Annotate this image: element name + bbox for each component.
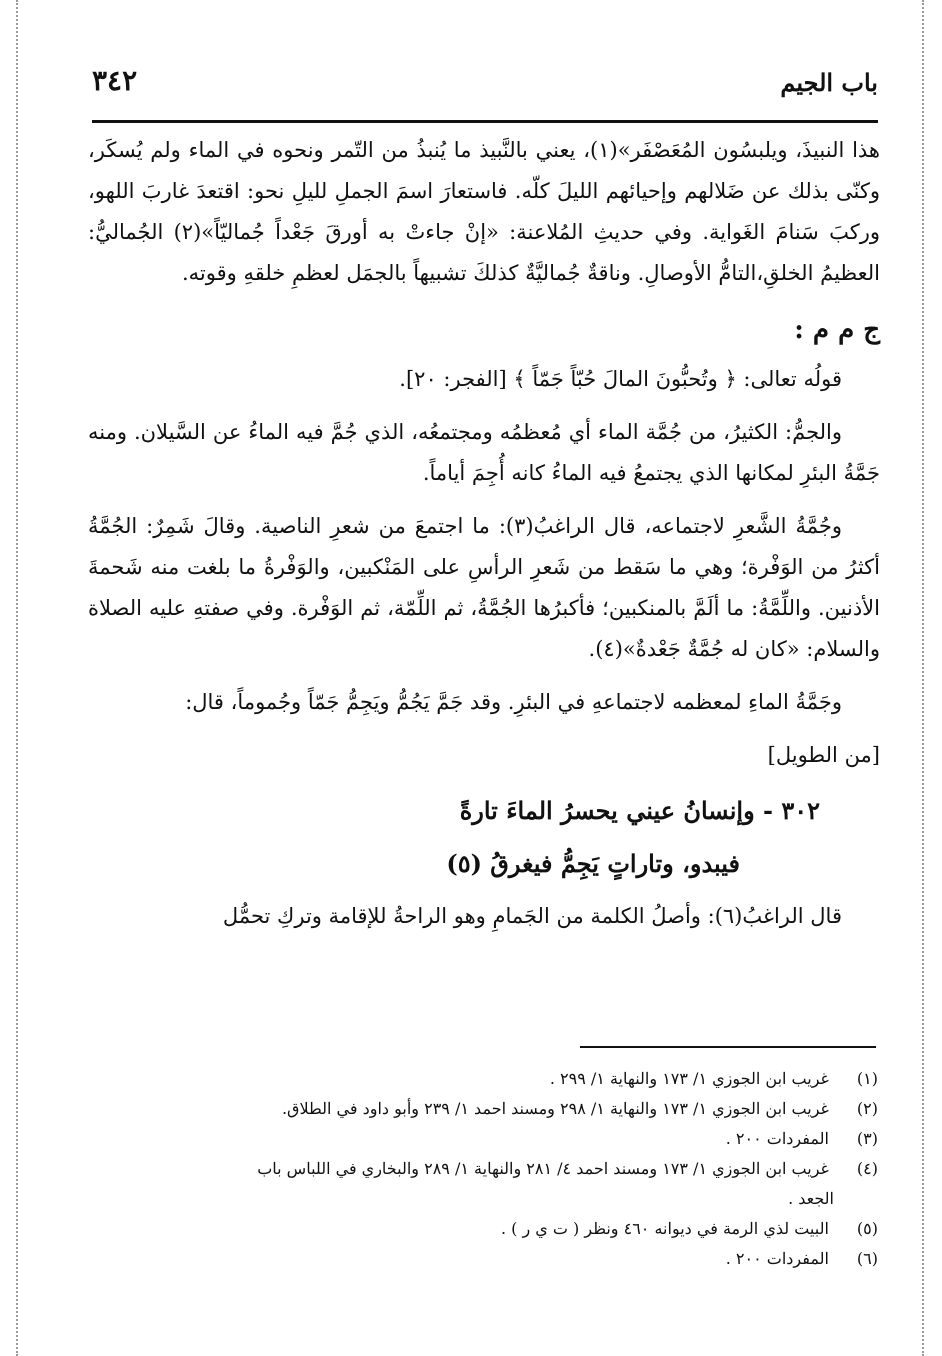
footnote-text: المفردات ٢٠٠ .: [725, 1249, 829, 1268]
footnote-text: غريب ابن الجوزي ١/ ١٧٣ ومسند احمد ٤/ ٢٨١ والنهاية ١/ ٢٨٩ والبخاري في اللباس باب: [257, 1159, 829, 1178]
footnote-text: غريب ابن الجوزي ١/ ١٧٣ والنهاية ١/ ٢٩٨ ومسند احمد ١/ ٢٣٩ وأبو داود في الطلاق.: [281, 1099, 829, 1118]
footnotes: [92, 1064, 878, 1274]
header-rule: [92, 120, 878, 123]
paragraph: هذا النبيذَ، ويلبسُون المُعَصْفَر»(١)، يعني بالنَّبيذ ما يُنبذُ من التّمر ونحوه في الماء ولم يُسكَر، وكنّى بذلك عن ضَلالهم وإحيائهم الليلَ كلّه. فاستعارَ اسمَ الجملِ لليلِ نحو: اقتعدَ غاربَ اللهو، وركبَ سَنامَ الغَواية. وفي حديثِ المُلاعنة: «إنْ جاءتْ به أورقَ جَعْداً جُماليّاً»(٢) الجُماليُّ: العظيمُ الخلقِ،التامُّ الأوصالِ. وناقةٌ جُماليَّةٌ كذلكَ تشبيهاً بالجمَل لعظمِ خلقهِ وقوته.: [88, 138, 881, 285]
footnote-number: (٦): [856, 1249, 878, 1268]
footnote: [92, 1154, 878, 1184]
section-heading: ج م م :: [794, 315, 880, 345]
footnote-number: (٥): [856, 1219, 878, 1238]
chapter-title: باب الجيم: [780, 68, 878, 97]
paragraph: والجمُّ: الكثيرُ، من جُمَّة الماء أي مُعظمُه ومجتمعُه، الذي جُمَّ فيه الماءُ عن السَّيلان. ومنه جَمَّةُ البئرِ لمكانها الذي يجتمعُ فيه الماءُ كانه أُجِمَ أياماً.: [88, 420, 880, 485]
page-number: ٣٤٢: [92, 64, 138, 97]
footnote-text: المفردات ٢٠٠ .: [725, 1129, 829, 1148]
footnote: [92, 1064, 878, 1094]
paragraph: وجُمَّةُ الشَّعرِ لاجتماعه، قال الراغبُ(٣): ما اجتمعَ من شعرِ الناصية. وقالَ شَمِرٌ: الجُمَّةُ أكثرُ من الوَفْرة؛ وهي ما سَقط من شَعرِ الرأسِ على المَنْكبين، والوَفْرةُ ما بلغت منه شَحمةَ الأذنين. واللِّمَّةُ: ما ألَمَّ بالمنكبين؛ فأكبرُها الجُمَّةُ، ثم اللِّمّة، ثم الوَفْرة. وفي صفتهِ عليه الصلاة والسلام: «كان له جُمَّةٌ جَعْدةٌ»(٤).: [88, 514, 880, 661]
paragraph: قولُه تعالى: ﴿ وتُحبُّونَ المالَ حُبّاً جَمّاً ﴾ [الفجر: ٢٠].: [399, 367, 842, 391]
poem-line-first-hemistich: ٣٠٢ - وإنسانُ عيني يحسرُ الماءَ تارةً: [459, 796, 820, 825]
footnote: [92, 1094, 878, 1124]
page-header: [92, 62, 878, 108]
footnote: [92, 1214, 878, 1244]
right-margin-dotted-line: [922, 0, 924, 1356]
meter-note: [من الطويل]: [767, 743, 880, 767]
footnote-number: (٣): [856, 1129, 878, 1148]
footnote-separator: [580, 1046, 876, 1048]
paragraph: قال الراغبُ(٦): وأصلُ الكلمة من الجَمامِ وهو الراحةُ للإقامة وتركِ تحمُّل: [222, 904, 842, 928]
footnote-number: (٤): [856, 1159, 878, 1178]
footnote-number: (٢): [856, 1099, 878, 1118]
main-text: [88, 130, 880, 949]
left-margin-dotted-line: [16, 0, 18, 1356]
paragraph: وجَمَّةُ الماءِ لمعظمه لاجتماعهِ في البئرِ. وقد جَمَّ يَجُمُّ ويَجِمُّ جَمّاً وجُموماً، قال:: [185, 690, 842, 714]
footnote-text: غريب ابن الجوزي ١/ ١٧٣ والنهاية ١/ ٢٩٩ .: [549, 1069, 829, 1088]
footnote-text: البيت لذي الرمة في ديوانه ٤٦٠ ونظر ( ت ي ر ) .: [500, 1219, 829, 1238]
poem-line-second-hemistich: فيبدو، وتاراتٍ يَجِمُّ فيغرقُ (٥): [446, 849, 740, 878]
footnote: [92, 1124, 878, 1154]
footnote: [92, 1244, 878, 1274]
footnote-number: (١): [856, 1069, 878, 1088]
footnote-continuation: الجعد .: [788, 1189, 834, 1208]
